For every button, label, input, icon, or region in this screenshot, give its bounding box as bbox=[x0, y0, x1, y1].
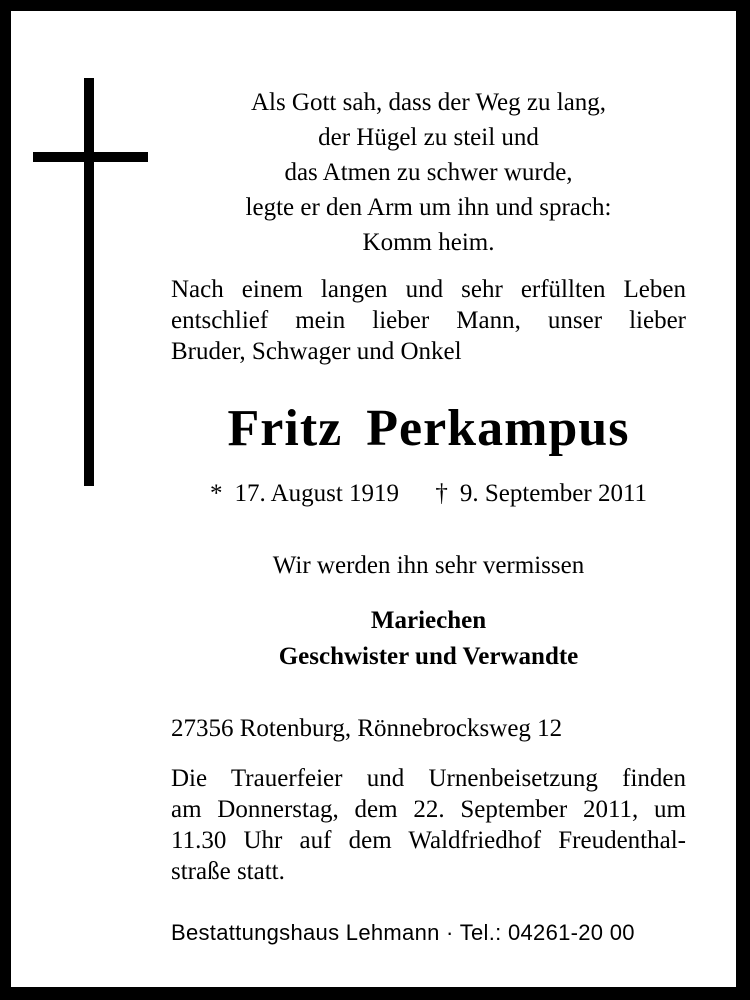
ceremony-line: 11.30 Uhr auf dem Waldfriedhof Freudenthal- bbox=[171, 827, 686, 854]
poem-line: legte er den Arm um ihn und sprach: bbox=[245, 194, 612, 221]
death-date-group bbox=[435, 480, 647, 507]
announcement-line: Bruder, Schwager und Onkel bbox=[171, 338, 462, 365]
ceremony-line: straße statt. bbox=[171, 858, 285, 885]
obituary-notice bbox=[11, 11, 736, 987]
announcement-line: entschlief mein lieber Mann, unser lieber bbox=[171, 307, 686, 334]
poem-line: Komm heim. bbox=[362, 229, 495, 256]
missing-statement: Wir werden ihn sehr vermissen bbox=[272, 552, 585, 579]
ceremony-line: Die Trauerfeier und Urnenbeisetzung finden bbox=[171, 765, 686, 792]
poem-line: Als Gott sah, dass der Weg zu lang, bbox=[250, 89, 607, 116]
memorial-poem bbox=[171, 85, 686, 260]
deceased-name: Fritz Perkampus bbox=[227, 400, 630, 457]
death-symbol: † bbox=[435, 480, 448, 507]
mourner-name: Mariechen bbox=[370, 607, 487, 634]
mourners-list bbox=[171, 603, 686, 675]
birth-symbol: * bbox=[209, 480, 223, 507]
announcement-text bbox=[171, 274, 686, 367]
cross-vertical-bar bbox=[84, 78, 94, 486]
mourner-name: Geschwister und Verwandte bbox=[278, 643, 579, 670]
family-address: 27356 Rotenburg, Rönnebrocksweg 12 bbox=[171, 715, 563, 742]
life-dates bbox=[171, 478, 686, 510]
death-date: 9. September 2011 bbox=[459, 480, 648, 507]
funeral-home-contact: Bestattungshaus Lehmann · Tel.: 04261-20 00 bbox=[171, 920, 635, 945]
poem-line: das Atmen zu schwer wurde, bbox=[284, 159, 573, 186]
cross-horizontal-bar bbox=[33, 152, 148, 162]
birth-date: 17. August 1919 bbox=[234, 480, 400, 507]
birth-date-group bbox=[210, 480, 405, 507]
poem-line: der Hügel zu steil und bbox=[318, 124, 539, 151]
ceremony-line: am Donnerstag, dem 22. September 2011, um bbox=[171, 796, 686, 823]
ceremony-details bbox=[171, 763, 686, 887]
announcement-line: Nach einem langen und sehr erfüllten Leben bbox=[171, 276, 686, 303]
